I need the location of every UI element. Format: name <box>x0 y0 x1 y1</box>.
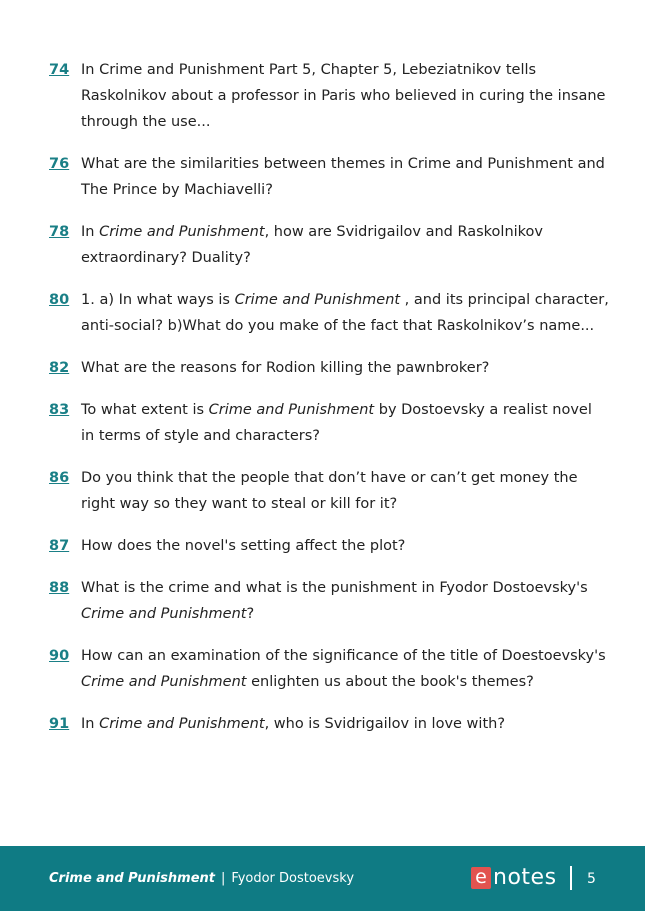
question-text-run: enlighten us about the book's themes? <box>246 674 534 690</box>
question-number-link[interactable]: 76 <box>49 156 70 172</box>
question-number-link[interactable]: 88 <box>49 580 70 596</box>
question-text <box>81 643 609 695</box>
book-title-italic: Crime and Punishment <box>81 674 247 690</box>
page-number: 5 <box>587 871 596 887</box>
question-text-run: , how are Svidrigailov and Raskolnikov extraordinary? Duality? <box>81 224 544 266</box>
question-item <box>49 575 609 627</box>
question-item <box>49 643 609 695</box>
question-text <box>81 355 609 381</box>
question-text-run: What are the similarities between themes in Crime and Punishment and The Prince by Machiavelli? <box>81 156 605 198</box>
question-item <box>49 355 609 381</box>
question-text <box>81 151 609 203</box>
question-text <box>81 287 609 339</box>
enotes-logo[interactable] <box>471 867 557 889</box>
question-text-run: by Dostoevsky a realist novel in terms of style and characters? <box>81 402 592 444</box>
book-title-italic: Crime and Punishment <box>208 402 375 418</box>
question-number-link[interactable]: 80 <box>49 292 70 308</box>
footer-book-title: Crime and Punishment <box>49 871 216 886</box>
book-title-italic: Crime and Punishment <box>99 716 265 732</box>
question-number-link[interactable]: 83 <box>49 402 70 418</box>
question-text-run: 1. a) In what ways is <box>81 292 235 308</box>
book-title-italic: Crime and Punishment <box>81 606 247 622</box>
question-text <box>81 533 609 559</box>
question-text <box>81 575 609 627</box>
question-text <box>81 219 609 271</box>
question-text <box>81 465 609 517</box>
question-item <box>49 287 609 339</box>
question-text-run: What is the crime and what is the punishment in Fyodor Dostoevsky's <box>81 580 588 596</box>
question-number-link[interactable]: 78 <box>49 224 70 240</box>
footer-author: Fyodor Dostoevsky <box>231 871 355 886</box>
question-item <box>49 397 609 449</box>
question-text-run: Do you think that the people that don’t have or can’t get money the right way so they want to steal or kill for it? <box>81 470 578 512</box>
question-item <box>49 219 609 271</box>
question-number-link[interactable]: 91 <box>49 716 70 732</box>
question-item <box>49 533 609 559</box>
question-number-link[interactable]: 90 <box>49 648 70 664</box>
question-list <box>49 57 609 753</box>
question-item <box>49 151 609 203</box>
logo-wordmark: notes <box>493 865 557 890</box>
question-text <box>81 57 609 135</box>
book-title-italic: Crime and Punishment <box>234 292 401 308</box>
question-text-run: In <box>81 224 100 240</box>
logo-e-icon: e <box>471 867 491 889</box>
question-number-link[interactable]: 86 <box>49 470 70 486</box>
question-item <box>49 465 609 517</box>
question-text-run: How does the novel's setting affect the plot? <box>81 538 406 554</box>
footer-divider <box>570 866 572 890</box>
question-text-run: ? <box>246 606 255 622</box>
book-title-italic: Crime and Punishment <box>99 224 265 240</box>
page-footer <box>0 846 645 911</box>
question-item <box>49 711 609 737</box>
question-text <box>81 397 609 449</box>
question-item <box>49 57 609 135</box>
question-number-link[interactable]: 87 <box>49 538 70 554</box>
footer-citation <box>49 871 354 886</box>
question-text-run: In Crime and Punishment Part 5, Chapter 5, Lebeziatnikov tells Raskolnikov about a professor in Paris who believed in curing the insane through the use... <box>81 62 606 130</box>
question-number-link[interactable]: 74 <box>49 62 70 78</box>
question-text-run: What are the reasons for Rodion killing the pawnbroker? <box>81 360 490 376</box>
question-text-run: , and its principal character, anti-social? b)What do you make of the fact that Raskolnikov’s name... <box>81 292 609 334</box>
question-text <box>81 711 609 737</box>
question-text-run: , who is Svidrigailov in love with? <box>264 716 506 732</box>
question-text-run: To what extent is <box>81 402 209 418</box>
question-text-run: How can an examination of the significance of the title of Doestoevsky's <box>81 648 606 664</box>
footer-separator: | <box>221 871 226 886</box>
question-number-link[interactable]: 82 <box>49 360 70 376</box>
question-text-run: In <box>81 716 100 732</box>
